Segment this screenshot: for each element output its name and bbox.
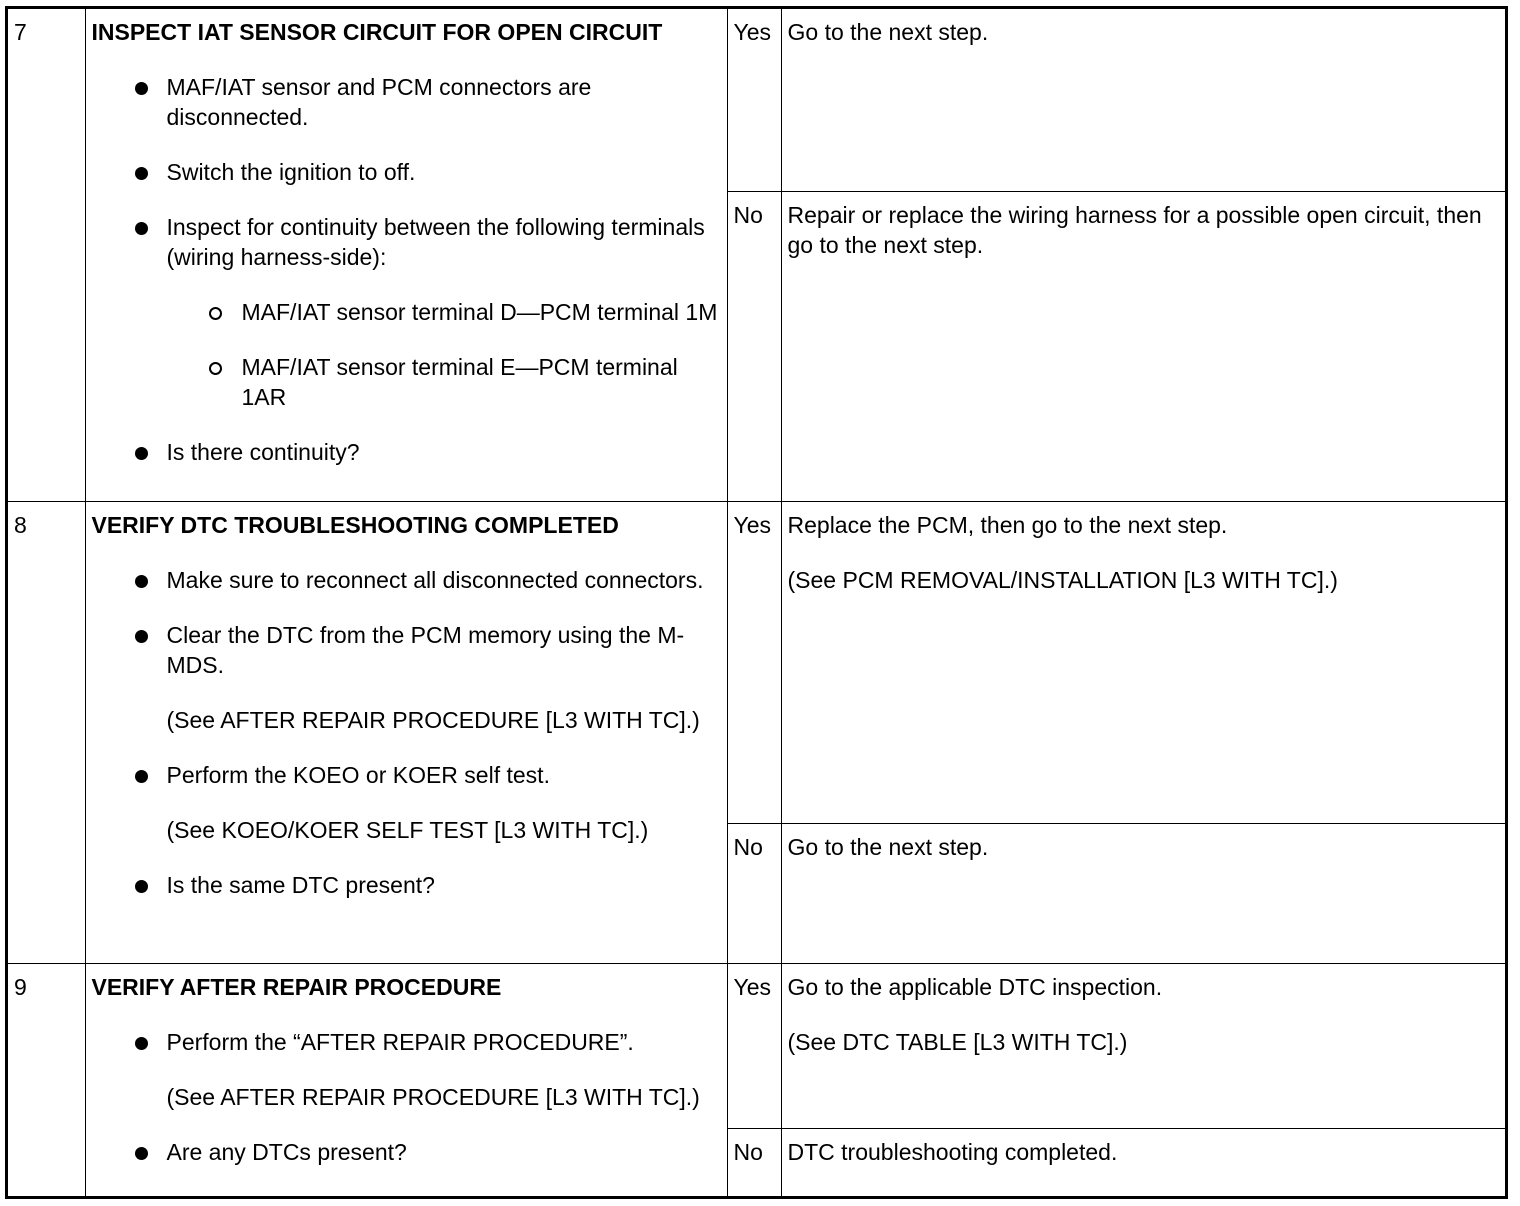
reference-note: (See PCM REMOVAL/INSTALLATION [L3 WITH TC].): [787, 566, 1338, 593]
bullet-text: Perform the KOEO or KOER self test.: [166, 761, 550, 788]
bullet-item: [167, 565, 721, 595]
step-number: 9: [8, 963, 85, 1196]
bullet-list: [92, 1027, 721, 1167]
action-text: Go to the next step.: [787, 19, 989, 45]
bullet-item: [167, 870, 721, 900]
troubleshooting-table: [8, 9, 1505, 1197]
step-number: 7: [8, 9, 85, 501]
step-9-row: [8, 963, 1505, 1128]
sub-bullet-item: [242, 352, 721, 412]
bullet-text: Inspect for continuity between the following terminals (wiring harness-side):: [166, 214, 705, 270]
bullet-text: Is there continuity?: [166, 439, 360, 465]
procedure-table: [5, 6, 1508, 1199]
bullet-icon: [135, 222, 148, 235]
bullet-icon: [135, 575, 148, 588]
action-text: DTC troubleshooting completed.: [787, 1138, 1118, 1165]
yes-label: Yes: [727, 501, 781, 823]
sub-bullet-text: MAF/IAT sensor terminal E—PCM terminal 1AR: [241, 354, 678, 410]
bullet-icon: [135, 447, 148, 460]
step-inspection: [85, 501, 727, 963]
step-number: 8: [8, 501, 85, 963]
step-title: VERIFY AFTER REPAIR PROCEDURE: [91, 973, 502, 1000]
no-action: [781, 823, 1505, 963]
circle-bullet-icon: [209, 362, 222, 375]
bullet-text: Make sure to reconnect all disconnected connectors.: [166, 566, 704, 593]
sub-bullet-text: MAF/IAT sensor terminal D—PCM terminal 1M: [241, 299, 718, 325]
bullet-icon: [135, 1147, 148, 1160]
bullet-list: [92, 72, 721, 467]
sub-bullet-list: [167, 297, 721, 412]
bullet-icon: [135, 880, 148, 893]
reference-note: (See DTC TABLE [L3 WITH TC].): [787, 1028, 1128, 1055]
bullet-item: [167, 1137, 721, 1167]
bullet-icon: [135, 167, 148, 180]
step-8-row: [8, 501, 1505, 823]
bullet-item: [167, 1027, 721, 1112]
reference-note: (See AFTER REPAIR PROCEDURE [L3 WITH TC].): [166, 1083, 700, 1110]
no-action: [781, 1128, 1505, 1196]
bullet-text: MAF/IAT sensor and PCM connectors are disconnected.: [166, 74, 592, 130]
action-text: Go to the next step.: [787, 833, 989, 860]
bullet-item: [167, 72, 721, 132]
action-text: Go to the applicable DTC inspection.: [787, 973, 1163, 1000]
sub-bullet-item: [242, 297, 721, 327]
bullet-item: [167, 212, 721, 412]
yes-label: Yes: [727, 9, 781, 191]
no-label: No: [727, 1128, 781, 1196]
step-title: INSPECT IAT SENSOR CIRCUIT FOR OPEN CIRCUIT: [91, 19, 663, 45]
no-label: No: [727, 191, 781, 501]
bullet-icon: [135, 770, 148, 783]
bullet-item: [167, 437, 721, 467]
bullet-text: Clear the DTC from the PCM memory using the M-MDS.: [166, 621, 685, 678]
step-7-row: [8, 9, 1505, 191]
bullet-text: Perform the “AFTER REPAIR PROCEDURE”.: [166, 1028, 634, 1055]
bullet-icon: [135, 82, 148, 95]
no-label: No: [727, 823, 781, 963]
reference-note: (See KOEO/KOER SELF TEST [L3 WITH TC].): [166, 816, 649, 843]
no-action: [781, 191, 1505, 501]
step-inspection: [85, 9, 727, 501]
bullet-text: Is the same DTC present?: [166, 871, 435, 898]
reference-note: (See AFTER REPAIR PROCEDURE [L3 WITH TC].): [166, 706, 700, 733]
bullet-list: [92, 565, 721, 900]
yes-action: [781, 9, 1505, 191]
yes-label: Yes: [727, 963, 781, 1128]
yes-action: [781, 963, 1505, 1128]
action-text: Repair or replace the wiring harness for a possible open circuit, then go to the next step.: [787, 201, 1482, 258]
bullet-text: Switch the ignition to off.: [166, 159, 416, 185]
action-text: Replace the PCM, then go to the next step.: [787, 511, 1228, 538]
bullet-item: [167, 157, 721, 187]
bullet-item: [167, 620, 721, 735]
bullet-item: [167, 760, 721, 845]
circle-bullet-icon: [209, 307, 222, 320]
step-inspection: [85, 963, 727, 1196]
yes-action: [781, 501, 1505, 823]
step-title: VERIFY DTC TROUBLESHOOTING COMPLETED: [91, 511, 619, 538]
bullet-text: Are any DTCs present?: [166, 1138, 407, 1165]
bullet-icon: [135, 630, 148, 643]
bullet-icon: [135, 1037, 148, 1050]
